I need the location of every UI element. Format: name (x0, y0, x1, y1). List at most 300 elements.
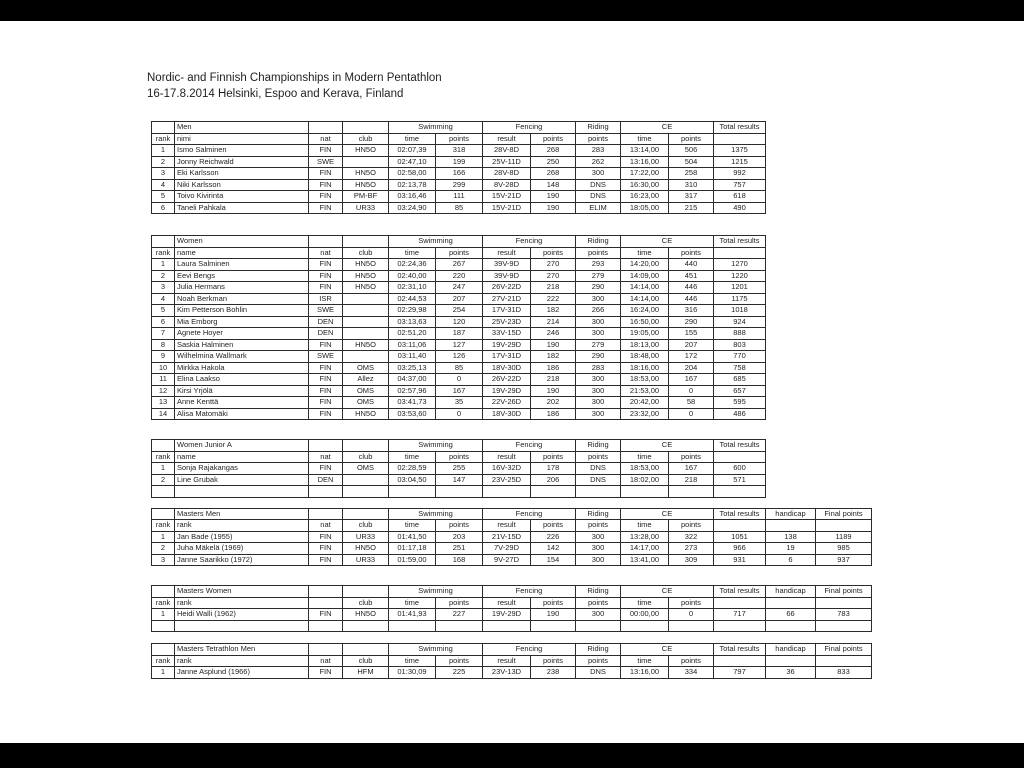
column-header-final-points (816, 520, 872, 532)
table-row (152, 531, 872, 543)
cell-riding-points (576, 486, 621, 498)
cell-ce-time: 19:05,00 (621, 328, 669, 340)
document-title: Nordic- and Finnish Championships in Modern Pentathlon (147, 72, 442, 84)
cell-total-results: 888 (714, 328, 766, 340)
group-header-total-results: Total results (714, 508, 766, 520)
group-header-final-points: Final points (816, 644, 872, 656)
cell-fencing-points: 206 (531, 474, 576, 486)
cell-rank: 1 (152, 667, 175, 679)
cell-total-results: 1375 (714, 145, 766, 157)
table-row (152, 259, 766, 271)
cell-swim-points (436, 486, 483, 498)
letterbox-bottom (0, 743, 1024, 768)
cell-swim-time: 02:13,78 (389, 179, 436, 191)
group-header-handicap: handicap (766, 508, 816, 520)
cell-total-results: 571 (714, 474, 766, 486)
empty-row (152, 486, 766, 498)
column-header-row (152, 655, 872, 667)
cell-fencing-points: 190 (531, 339, 576, 351)
cell-ce-time: 18:53,00 (621, 463, 669, 475)
cell-ce-points: 167 (669, 374, 714, 386)
cell-name: Sonja Rajakangas (175, 463, 309, 475)
results-tables (151, 121, 1024, 679)
cell-fencing-result: 26V-22D (483, 282, 531, 294)
cell-nat: FIN (309, 397, 343, 409)
cell-swim-time: 02:58,00 (389, 168, 436, 180)
group-header-handicap: handicap (766, 586, 816, 598)
cell-nat: FIN (309, 282, 343, 294)
cell-ce-time: 14:17,00 (621, 543, 669, 555)
cell-ce-points: 273 (669, 543, 714, 555)
column-header-swim-points: points (436, 655, 483, 667)
column-header-fencing-result: result (483, 247, 531, 259)
column-header-handicap (766, 597, 816, 609)
cell-swim-time: 01:41,50 (389, 531, 436, 543)
cell-name: Janne Saarikko (1972) (175, 554, 309, 566)
table-row (152, 156, 766, 168)
cell-club: PM-BF (343, 191, 389, 203)
cell-club (343, 236, 389, 248)
cell-fencing-points: 148 (531, 179, 576, 191)
cell-nat: FIN (309, 339, 343, 351)
cell-ce-time: 13:28,00 (621, 531, 669, 543)
cell-fencing-result: 7V-29D (483, 543, 531, 555)
column-header-swim-points: points (436, 597, 483, 609)
cell-riding-points: 266 (576, 305, 621, 317)
cell-fencing-result: 19V-29D (483, 339, 531, 351)
column-header-club: club (343, 133, 389, 145)
column-header-row (152, 247, 766, 259)
cell-fencing-result: 26V-22D (483, 374, 531, 386)
cell-rank (152, 236, 175, 248)
cell-ce-points: 310 (669, 179, 714, 191)
cell-club (343, 586, 389, 598)
cell-total-results: 1270 (714, 259, 766, 271)
column-header-name: rank (175, 655, 309, 667)
cell-ce-points: 317 (669, 191, 714, 203)
cell-fencing-result (483, 486, 531, 498)
cell-rank: 1 (152, 463, 175, 475)
cell-total-results: 1220 (714, 270, 766, 282)
cell-fencing-result: 39V-9D (483, 259, 531, 271)
cell-swim-points: 251 (436, 543, 483, 555)
column-header-ce-points: points (669, 451, 714, 463)
column-header-rank: rank (152, 247, 175, 259)
cell-fencing-points: 250 (531, 156, 576, 168)
cell-fencing-result: 39V-9D (483, 270, 531, 282)
group-header-row (152, 236, 766, 248)
cell-swim-time: 02:31,10 (389, 282, 436, 294)
cell-nat (309, 644, 343, 656)
column-header-total-results (714, 655, 766, 667)
group-header-fencing: Fencing (483, 440, 576, 452)
cell-total-results: 717 (714, 609, 766, 621)
table-row (152, 362, 766, 374)
cell-fencing-result: 27V-21D (483, 293, 531, 305)
column-header-swim-points: points (436, 133, 483, 145)
group-header-total-results: Total results (714, 644, 766, 656)
cell-nat (309, 486, 343, 498)
group-header-swimming: Swimming (389, 440, 483, 452)
cell-handicap: 138 (766, 531, 816, 543)
column-header-fencing-points: points (531, 597, 576, 609)
cell-club: HN5O (343, 408, 389, 420)
column-header-club: club (343, 655, 389, 667)
group-header-row (152, 508, 872, 520)
column-header-rank: rank (152, 133, 175, 145)
group-header-final-points: Final points (816, 508, 872, 520)
cell-club: HN5O (343, 270, 389, 282)
cell-handicap: 6 (766, 554, 816, 566)
cell-club (343, 508, 389, 520)
group-header-total-results: Total results (714, 122, 766, 134)
cell-fencing-points: 178 (531, 463, 576, 475)
cell-rank: 2 (152, 543, 175, 555)
cell-total-results: 1175 (714, 293, 766, 305)
column-header-ce-time: time (621, 133, 669, 145)
cell-fencing-result: 25V-11D (483, 156, 531, 168)
cell-fencing-result: 21V-15D (483, 531, 531, 543)
cell-swim-points: 255 (436, 463, 483, 475)
cell-total-results: 490 (714, 202, 766, 214)
cell-total-results: 803 (714, 339, 766, 351)
group-header-fencing: Fencing (483, 236, 576, 248)
cell-fencing-result: 8V-28D (483, 179, 531, 191)
cell-ce-points: 440 (669, 259, 714, 271)
cell-ce-points: 215 (669, 202, 714, 214)
column-header-swim-points: points (436, 247, 483, 259)
cell-total-results: 931 (714, 554, 766, 566)
column-header-riding-points: points (576, 597, 621, 609)
cell-swim-time: 02:44,53 (389, 293, 436, 305)
table-row (152, 667, 872, 679)
cell-nat: ISR (309, 293, 343, 305)
cell-fencing-result: 28V-8D (483, 145, 531, 157)
column-header-rank: rank (152, 451, 175, 463)
table-row (152, 270, 766, 282)
cell-swim-points: 207 (436, 293, 483, 305)
cell-name: Eevi Bengs (175, 270, 309, 282)
cell-name: Agnete Hoyer (175, 328, 309, 340)
letterbox-top (0, 0, 1024, 21)
table-row (152, 463, 766, 475)
cell-rank: 5 (152, 305, 175, 317)
cell-rank: 1 (152, 609, 175, 621)
cell-swim-points: 299 (436, 179, 483, 191)
cell-club: HFM (343, 667, 389, 679)
cell-riding-points: 300 (576, 408, 621, 420)
cell-fencing-points: 190 (531, 191, 576, 203)
column-header-swim-points: points (436, 451, 483, 463)
cell-nat: DEN (309, 328, 343, 340)
cell-swim-time: 03:13,63 (389, 316, 436, 328)
cell-swim-points: 187 (436, 328, 483, 340)
cell-swim-time: 03:04,50 (389, 474, 436, 486)
cell-fencing-points: 270 (531, 270, 576, 282)
table-row (152, 282, 766, 294)
column-header-row (152, 133, 766, 145)
cell-swim-time: 02:24,36 (389, 259, 436, 271)
cell-fencing-points: 268 (531, 145, 576, 157)
cell-final-points: 833 (816, 667, 872, 679)
cell-riding-points: 290 (576, 282, 621, 294)
column-header-rank: rank (152, 520, 175, 532)
cell-name: Anne Kenttä (175, 397, 309, 409)
table-row (152, 316, 766, 328)
cell-ce-points: 451 (669, 270, 714, 282)
cell-ce-time: 20:42,00 (621, 397, 669, 409)
cell-ce-points: 167 (669, 463, 714, 475)
cell-fencing-result: 23V-25D (483, 474, 531, 486)
cell-fencing-points: 190 (531, 385, 576, 397)
cell-rank: 14 (152, 408, 175, 420)
cell-name (175, 486, 309, 498)
table-row (152, 543, 872, 555)
table-row (152, 397, 766, 409)
cell-fencing-result: 22V-26D (483, 397, 531, 409)
cell-ce-time: 14:09,00 (621, 270, 669, 282)
document-page (0, 21, 1024, 743)
cell-club: OMS (343, 463, 389, 475)
cell-final-points (816, 620, 872, 632)
cell-fencing-result: 9V-27D (483, 554, 531, 566)
column-header-ce-points: points (669, 247, 714, 259)
cell-club: HN5O (343, 259, 389, 271)
cell-name: Janne Asplund (1966) (175, 667, 309, 679)
table-title: Masters Men (175, 508, 309, 520)
cell-swim-time: 03:11,06 (389, 339, 436, 351)
cell-nat: FIN (309, 259, 343, 271)
cell-ce-time: 18:48,00 (621, 351, 669, 363)
group-header-handicap: handicap (766, 644, 816, 656)
cell-ce-time: 13:14,00 (621, 145, 669, 157)
table-row (152, 554, 872, 566)
cell-name: Elina Laakso (175, 374, 309, 386)
cell-fencing-result: 17V-31D (483, 351, 531, 363)
cell-ce-points: 172 (669, 351, 714, 363)
cell-name: Wilhelmina Wallmark (175, 351, 309, 363)
cell-name: Noah Berkman (175, 293, 309, 305)
cell-nat: FIN (309, 179, 343, 191)
cell-rank (152, 586, 175, 598)
cell-club: Allez (343, 374, 389, 386)
cell-final-points: 985 (816, 543, 872, 555)
cell-handicap: 36 (766, 667, 816, 679)
column-header-ce-time: time (621, 451, 669, 463)
cell-name: Kim Petterson Bohlin (175, 305, 309, 317)
cell-total-results: 966 (714, 543, 766, 555)
cell-nat: FIN (309, 145, 343, 157)
cell-swim-time: 02:29,98 (389, 305, 436, 317)
cell-swim-points: 199 (436, 156, 483, 168)
cell-riding-points: DNS (576, 179, 621, 191)
cell-swim-time: 02:57,96 (389, 385, 436, 397)
cell-nat: FIN (309, 168, 343, 180)
cell-rank: 1 (152, 531, 175, 543)
cell-ce-time: 16:30,00 (621, 179, 669, 191)
cell-club (343, 316, 389, 328)
cell-nat: SWE (309, 351, 343, 363)
cell-club (343, 156, 389, 168)
cell-riding-points: DNS (576, 191, 621, 203)
cell-ce-time: 18:05,00 (621, 202, 669, 214)
cell-ce-time: 23:32,00 (621, 408, 669, 420)
cell-total-results: 595 (714, 397, 766, 409)
cell-rank (152, 644, 175, 656)
cell-riding-points: DNS (576, 667, 621, 679)
cell-nat: FIN (309, 202, 343, 214)
cell-total-results: 758 (714, 362, 766, 374)
cell-total-results (714, 620, 766, 632)
cell-nat: SWE (309, 305, 343, 317)
column-header-total-results (714, 133, 766, 145)
cell-name: Mirkka Hakola (175, 362, 309, 374)
cell-club (343, 486, 389, 498)
cell-club (343, 122, 389, 134)
column-header-nat (309, 597, 343, 609)
cell-ce-points: 58 (669, 397, 714, 409)
cell-club: OMS (343, 397, 389, 409)
table-title: Men (175, 122, 309, 134)
cell-fencing-points: 238 (531, 667, 576, 679)
group-header-swimming: Swimming (389, 122, 483, 134)
group-header-swimming: Swimming (389, 508, 483, 520)
column-header-fencing-result: result (483, 520, 531, 532)
cell-rank: 1 (152, 259, 175, 271)
cell-rank: 13 (152, 397, 175, 409)
results-table-women-junior-a (151, 439, 766, 498)
cell-nat: FIN (309, 531, 343, 543)
cell-fencing-points: 214 (531, 316, 576, 328)
cell-rank: 2 (152, 474, 175, 486)
group-header-swimming: Swimming (389, 586, 483, 598)
column-header-riding-points: points (576, 655, 621, 667)
cell-fencing-result: 28V-8D (483, 168, 531, 180)
cell-rank: 4 (152, 293, 175, 305)
table-title: Masters Tetrathlon Men (175, 644, 309, 656)
cell-swim-points: 0 (436, 408, 483, 420)
group-header-ce: CE (621, 644, 714, 656)
column-header-ce-time: time (621, 597, 669, 609)
column-header-ce-time: time (621, 655, 669, 667)
column-header-fencing-points: points (531, 520, 576, 532)
cell-ce-points: 0 (669, 385, 714, 397)
column-header-ce-points: points (669, 133, 714, 145)
cell-rank (152, 508, 175, 520)
cell-ce-points: 155 (669, 328, 714, 340)
cell-ce-points: 322 (669, 531, 714, 543)
cell-name: Jan Bade (1955) (175, 531, 309, 543)
cell-fencing-points: 190 (531, 609, 576, 621)
table-row (152, 609, 872, 621)
cell-ce-time: 13:16,00 (621, 156, 669, 168)
cell-fencing-result: 18V-30D (483, 362, 531, 374)
cell-ce-points: 207 (669, 339, 714, 351)
cell-fencing-points: 182 (531, 305, 576, 317)
cell-rank (152, 440, 175, 452)
cell-name: Eki Karlsson (175, 168, 309, 180)
cell-name: Julia Hermans (175, 282, 309, 294)
column-header-row (152, 520, 872, 532)
group-header-swimming: Swimming (389, 236, 483, 248)
cell-ce-time: 18:13,00 (621, 339, 669, 351)
table-title: Women (175, 236, 309, 248)
column-header-total-results (714, 247, 766, 259)
table-title: Women Junior A (175, 440, 309, 452)
cell-ce-time: 18:53,00 (621, 374, 669, 386)
cell-rank: 12 (152, 385, 175, 397)
cell-fencing-points: 218 (531, 282, 576, 294)
column-header-name: rank (175, 520, 309, 532)
cell-club (343, 474, 389, 486)
table-row (152, 385, 766, 397)
column-header-nat: nat (309, 133, 343, 145)
cell-fencing-result: 15V-21D (483, 191, 531, 203)
cell-swim-points: 127 (436, 339, 483, 351)
cell-riding-points: ELIM (576, 202, 621, 214)
cell-riding-points: 300 (576, 397, 621, 409)
cell-swim-time: 03:53,60 (389, 408, 436, 420)
cell-swim-time: 02:07,39 (389, 145, 436, 157)
cell-ce-time: 18:16,00 (621, 362, 669, 374)
cell-swim-time: 02:28,59 (389, 463, 436, 475)
results-table-masters-women (151, 585, 872, 632)
cell-riding-points: 300 (576, 385, 621, 397)
cell-name: Alisa Matomäki (175, 408, 309, 420)
cell-ce-points: 446 (669, 293, 714, 305)
cell-club (343, 305, 389, 317)
cell-riding-points: 300 (576, 168, 621, 180)
cell-nat: FIN (309, 554, 343, 566)
cell-riding-points: DNS (576, 474, 621, 486)
group-header-riding: Riding (576, 440, 621, 452)
cell-ce-points: 0 (669, 408, 714, 420)
cell-riding-points: 293 (576, 259, 621, 271)
cell-name: Juha Mäkelä (1969) (175, 543, 309, 555)
cell-ce-time: 18:02,00 (621, 474, 669, 486)
cell-name (175, 620, 309, 632)
cell-swim-time: 03:25,13 (389, 362, 436, 374)
cell-swim-points: 247 (436, 282, 483, 294)
cell-riding-points: 300 (576, 293, 621, 305)
cell-swim-time: 01:17,18 (389, 543, 436, 555)
column-header-swim-time: time (389, 520, 436, 532)
cell-ce-points: 290 (669, 316, 714, 328)
cell-total-results: 685 (714, 374, 766, 386)
cell-fencing-result: 19V-29D (483, 385, 531, 397)
cell-nat: FIN (309, 408, 343, 420)
cell-swim-time: 02:47,10 (389, 156, 436, 168)
cell-riding-points: 300 (576, 328, 621, 340)
group-header-total-results: Total results (714, 440, 766, 452)
column-header-final-points (816, 597, 872, 609)
column-header-nat: nat (309, 247, 343, 259)
column-header-name: name (175, 247, 309, 259)
cell-riding-points: 262 (576, 156, 621, 168)
cell-total-results: 1018 (714, 305, 766, 317)
cell-nat: DEN (309, 474, 343, 486)
cell-club (343, 440, 389, 452)
table-row (152, 328, 766, 340)
cell-fencing-points (531, 620, 576, 632)
cell-fencing-result: 19V-29D (483, 609, 531, 621)
cell-ce-points: 334 (669, 667, 714, 679)
cell-rank: 6 (152, 202, 175, 214)
cell-swim-points: 227 (436, 609, 483, 621)
column-header-rank: rank (152, 655, 175, 667)
group-header-row (152, 440, 766, 452)
cell-total-results: 757 (714, 179, 766, 191)
